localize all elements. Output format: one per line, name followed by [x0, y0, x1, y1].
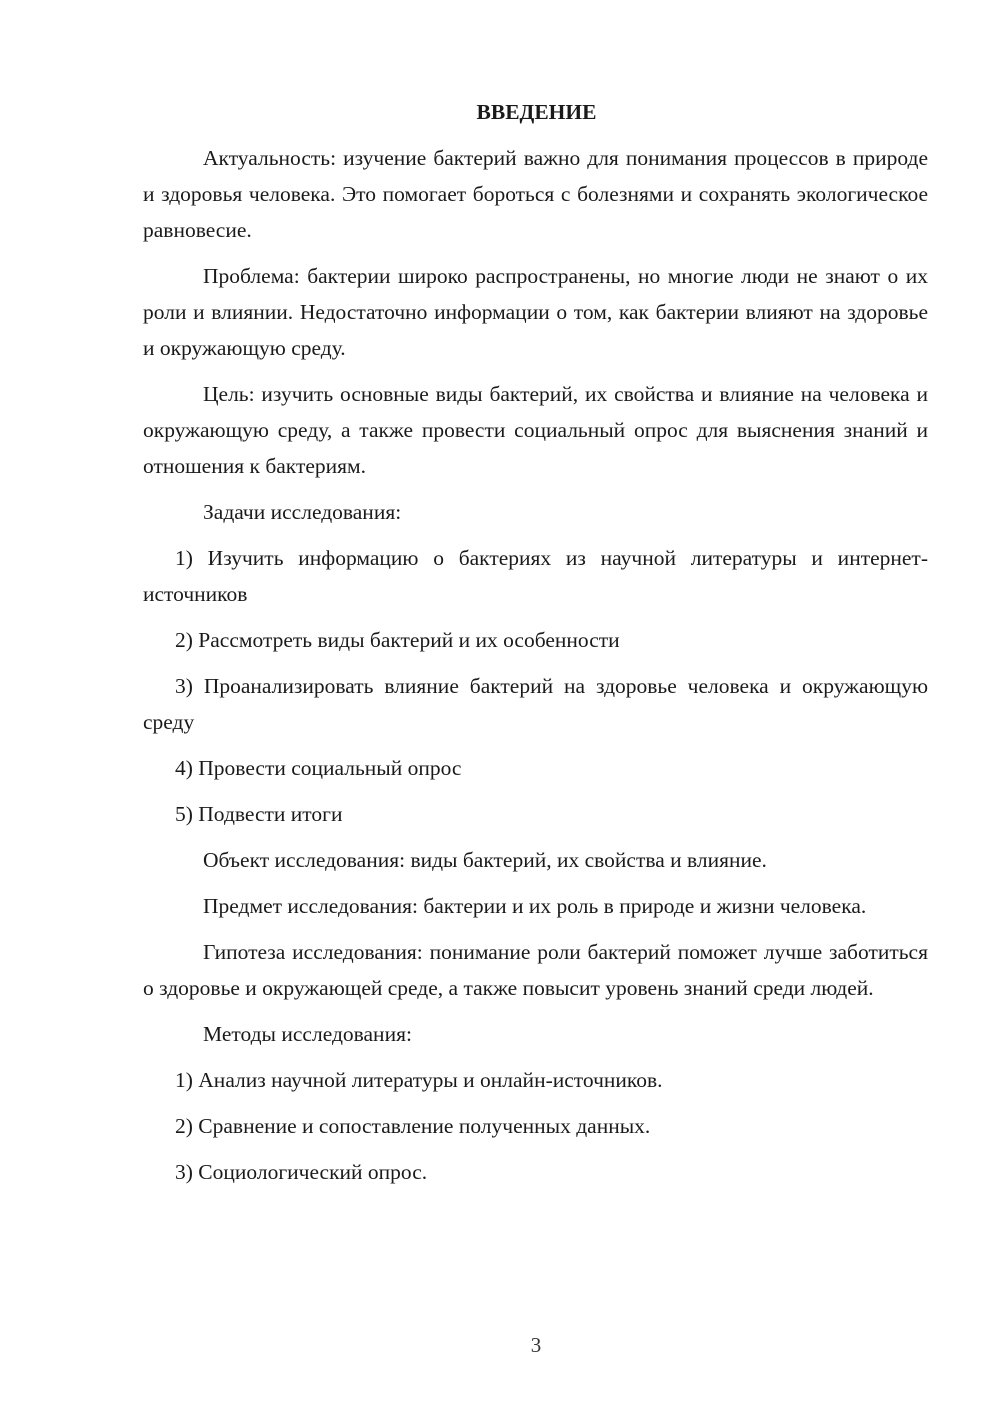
subject-paragraph: Предмет исследования: бактерии и их роль в природе и жизни человека.: [203, 894, 867, 918]
object-paragraph: Объект исследования: виды бактерий, их свойства и влияние.: [203, 848, 767, 872]
relevance-paragraph: Актуальность: изучение бактерий важно для понимания процессов в природе и здоровья человека. Это помогает бороться с болезнями и сохранять экологическое равновесие.: [143, 146, 928, 242]
page-number: 3: [530, 1333, 542, 1357]
method-item-3: 3) Социологический опрос.: [175, 1160, 428, 1184]
problem-paragraph: Проблема: бактерии широко распространены, но многие люди не знают о их роли и влиянии. Недостаточно информации о том, как бактерии влияют на здоровье и окружающую среду.: [143, 264, 928, 360]
method-item-2: 2) Сравнение и сопоставление полученных данных.: [175, 1114, 651, 1138]
task-item-5: 5) Подвести итоги: [175, 802, 343, 826]
goal-paragraph: Цель: изучить основные виды бактерий, их свойства и влияние на человека и окружающую среду, а также провести социальный опрос для выяснения знаний и отношения к бактериям.: [143, 382, 928, 478]
task-item-2: 2) Рассмотреть виды бактерий и их особенности: [175, 628, 620, 652]
section-heading: ВВЕДЕНИЕ: [476, 100, 597, 124]
tasks-title: Задачи исследования:: [203, 500, 402, 524]
methods-title: Методы исследования:: [203, 1022, 412, 1046]
method-item-1: 1) Анализ научной литературы и онлайн-источников.: [175, 1068, 663, 1092]
task-item-4: 4) Провести социальный опрос: [175, 756, 462, 780]
task-item-1: 1) Изучить информацию о бактериях из научной литературы и интернет-источников: [143, 546, 928, 606]
task-item-3: 3) Проанализировать влияние бактерий на здоровье человека и окружающую среду: [143, 674, 928, 734]
page-content: [143, 94, 928, 1200]
hypothesis-paragraph: Гипотеза исследования: понимание роли бактерий поможет лучше заботиться о здоровье и окружающей среде, а также повысит уровень знаний среди людей.: [143, 940, 928, 1000]
